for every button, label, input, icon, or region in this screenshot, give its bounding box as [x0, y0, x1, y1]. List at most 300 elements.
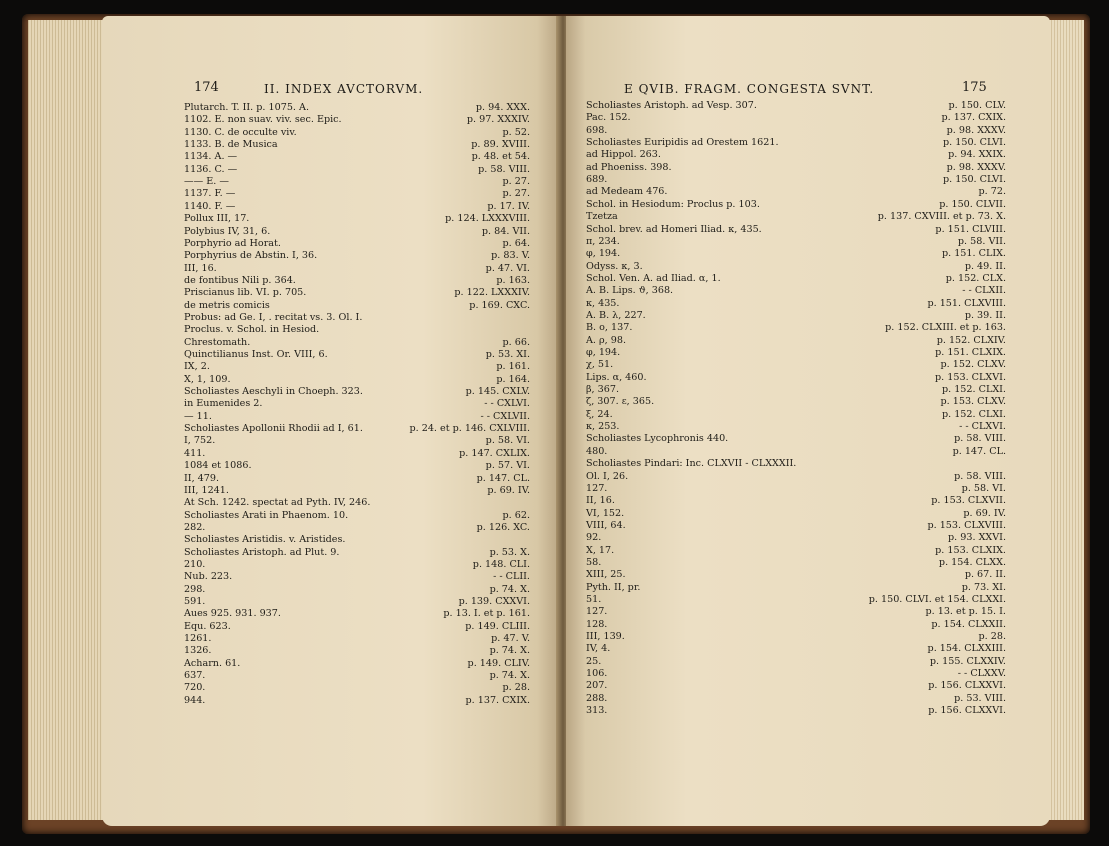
page-number: 175	[962, 80, 987, 95]
entry-source: Acharn. 61.	[184, 657, 241, 669]
entry-source: Pyth. II, pr.	[586, 581, 641, 593]
entry-reference: p. 58. VIII.	[954, 433, 1006, 445]
entry-reference: p. 58. VIII.	[478, 163, 530, 175]
entry-reference: p. 154. CLXXII.	[931, 618, 1006, 630]
entry-reference: p. 147. CXLIX.	[459, 447, 530, 459]
index-entry	[184, 596, 530, 607]
index-entry	[586, 347, 1006, 358]
index-entry	[184, 386, 530, 397]
entry-reference: p. 122. LXXXIV.	[454, 287, 530, 299]
entry-reference: p. 27.	[502, 176, 530, 188]
entry-source: 1130. C. de occulte viv.	[184, 126, 297, 138]
index-entry	[586, 520, 1006, 531]
index-entry	[586, 125, 1006, 136]
entry-source: II, 479.	[184, 472, 220, 484]
entry-source: 313.	[586, 705, 608, 717]
entry-reference: p. 62.	[502, 509, 530, 521]
entry-source: ad Hippol. 263.	[586, 149, 661, 161]
entry-reference: p. 161.	[496, 361, 530, 373]
entry-reference: p. 150. CLVII.	[939, 198, 1006, 210]
entry-reference: p. 47. V.	[491, 633, 530, 645]
entry-source: Schol. Ven. A. ad Iliad. α, 1.	[586, 272, 721, 284]
index-entry	[184, 435, 530, 446]
entry-source: X, 17.	[586, 544, 615, 556]
entry-reference: p. 151. CLXVIII.	[927, 297, 1006, 309]
entry-reference: p. 28.	[502, 682, 530, 694]
entry-reference: p. 52.	[502, 126, 530, 138]
index-entry	[586, 606, 1006, 617]
index-entry	[184, 398, 530, 409]
entry-reference: p. 151. CLXIX.	[935, 347, 1006, 358]
entry-source: ζ, 307. ε, 365.	[586, 396, 655, 408]
entry-reference: p. 137. CXVIII. et p. 73. X.	[877, 211, 1006, 223]
entry-source: 1102. E. non suav. viv. sec. Epic.	[184, 114, 342, 126]
entry-source: 282.	[184, 521, 206, 533]
entry-reference: p. 149. CLIII.	[465, 620, 530, 632]
index-entry	[184, 226, 530, 237]
entry-reference: p. 28.	[978, 631, 1006, 643]
entry-source: 128.	[586, 618, 608, 630]
index-entry	[184, 300, 530, 311]
index-entry	[586, 322, 1006, 333]
right-page-edges	[1048, 20, 1084, 820]
left-page-edges	[28, 20, 104, 820]
entry-reference: p. 58. VIII.	[954, 470, 1006, 482]
entry-source: Scholiastes Aristidis. v. Aristides.	[184, 534, 346, 546]
index-entry	[586, 409, 1006, 420]
entry-reference: p. 67. II.	[964, 569, 1006, 581]
entry-source: 210.	[184, 558, 206, 570]
index-entry	[586, 112, 1006, 123]
entry-reference: p. 48. et 54.	[471, 151, 530, 163]
index-entry	[586, 508, 1006, 519]
entry-source: β, 367.	[586, 384, 620, 396]
entry-reference: p. 150. CLVI. et 154. CLXXI.	[868, 594, 1006, 605]
entry-source: 1134. A. —	[184, 151, 238, 163]
entry-source: 698.	[586, 124, 608, 136]
entry-reference: p. 93. XXVI.	[948, 532, 1006, 544]
entry-source: IX, 2.	[184, 361, 210, 373]
index-entry	[184, 164, 530, 175]
index-entry	[184, 473, 530, 484]
entry-reference: p. 148. CLI.	[472, 558, 530, 570]
entry-reference: p. 147. CL.	[952, 445, 1006, 457]
entry-reference: p. 156. CLXXVI.	[928, 705, 1006, 717]
entry-source: Scholiastes Aristoph. ad Vesp. 307.	[586, 100, 757, 111]
entry-source: 25.	[586, 655, 602, 667]
index-entry	[586, 471, 1006, 482]
index-entry	[184, 411, 530, 422]
index-entry	[184, 176, 530, 187]
entry-source: Lips. α, 460.	[586, 371, 647, 383]
entry-source: 637.	[184, 670, 206, 682]
entry-reference: p. 152. CLXV.	[940, 359, 1006, 371]
entry-reference: p. 153. CLXVI.	[935, 371, 1006, 383]
entry-reference: p. 73. XI.	[961, 581, 1006, 593]
entry-reference: p. 153. CLXVII.	[931, 495, 1006, 507]
entry-source: 1136. C. —	[184, 163, 238, 175]
entry-source: A. B. Lips. ϑ, 368.	[586, 285, 674, 297]
index-entry	[586, 433, 1006, 444]
entry-reference: p. 126. XC.	[476, 521, 530, 533]
index-entry	[586, 569, 1006, 580]
index-entry	[586, 162, 1006, 173]
entry-reference: p. 89. XVIII.	[471, 139, 530, 151]
page-number: 174	[194, 80, 219, 95]
entry-reference: - - CXLVII.	[480, 410, 530, 422]
index-entry	[586, 594, 1006, 605]
index-entry	[184, 337, 530, 348]
entry-reference: p. 13. I. et p. 161.	[443, 608, 530, 620]
entry-reference: p. 58. VI.	[485, 435, 530, 447]
index-entry	[184, 349, 530, 360]
index-entry	[586, 421, 1006, 432]
index-entry	[184, 250, 530, 261]
entry-reference: - - CLXII.	[962, 285, 1006, 297]
index-entry	[184, 238, 530, 249]
index-entry	[184, 584, 530, 595]
index-entry	[586, 186, 1006, 197]
index-entry	[184, 658, 530, 669]
index-entry	[586, 224, 1006, 235]
index-entry	[586, 285, 1006, 296]
entry-reference: p. 150. CLVI.	[943, 137, 1006, 149]
index-entry	[586, 396, 1006, 407]
entry-source: Scholiastes Pindari: Inc. CLXVII - CLXXXII.	[586, 458, 797, 470]
left-page	[102, 16, 560, 826]
index-entry	[184, 522, 530, 533]
index-entry	[184, 559, 530, 570]
index-entry	[184, 361, 530, 372]
index-entry	[586, 705, 1006, 716]
index-entry	[586, 149, 1006, 160]
entry-source: 92.	[586, 532, 602, 544]
entry-reference: p. 98. XXXV.	[946, 161, 1006, 173]
index-entry	[184, 645, 530, 656]
entry-source: — 11.	[184, 410, 212, 422]
index-entry	[586, 211, 1006, 222]
index-entry	[184, 201, 530, 212]
index-entry	[586, 372, 1006, 383]
index-entry	[586, 261, 1006, 272]
entry-source: III, 16.	[184, 262, 217, 274]
index-entry	[184, 287, 530, 298]
index-entry	[184, 534, 530, 545]
entry-reference: p. 53. X.	[489, 546, 530, 558]
entry-reference: p. 153. CLXV.	[940, 396, 1006, 408]
entry-source: VI, 152.	[586, 507, 625, 519]
entry-reference: p. 150. CLV.	[948, 100, 1006, 111]
entry-source: Ol. I, 26.	[586, 470, 629, 482]
entry-source: Aues 925. 931. 937.	[184, 608, 281, 620]
entry-source: 1084 et 1086.	[184, 460, 252, 472]
entry-reference: p. 155. CLXXIV.	[929, 655, 1006, 667]
entry-reference: p. 152. CLXIII. et p. 163.	[885, 322, 1006, 334]
entry-reference: p. 27.	[502, 188, 530, 200]
index-entry	[184, 312, 530, 323]
entry-source: IV, 4.	[586, 643, 611, 655]
entry-reference: p. 64.	[502, 237, 530, 249]
index-entry	[586, 557, 1006, 568]
entry-source: φ, 194.	[586, 248, 621, 260]
entry-reference: p. 69. IV.	[963, 507, 1006, 519]
index-entry	[586, 532, 1006, 543]
index-entry	[184, 460, 530, 471]
entry-reference: p. 163.	[496, 274, 530, 286]
entry-source: π, 234.	[586, 235, 620, 247]
index-entry	[586, 100, 1006, 111]
entry-source: χ, 51.	[586, 359, 614, 371]
index-entry	[586, 619, 1006, 630]
entry-source: Scholiastes Aeschyli in Choeph. 323.	[184, 386, 363, 398]
index-entry	[184, 374, 530, 385]
entry-reference: p. 74. X.	[489, 583, 530, 595]
entry-source: VIII, 64.	[586, 519, 626, 531]
index-entry	[184, 213, 530, 224]
entry-reference: p. 58. VI.	[961, 482, 1006, 494]
entry-source: 288.	[586, 692, 608, 704]
index-entry	[184, 571, 530, 582]
entry-reference: p. 137. CXIX.	[941, 112, 1006, 124]
index-entry	[184, 275, 530, 286]
entry-reference: p. 145. CXLV.	[465, 386, 530, 398]
index-entry	[184, 510, 530, 521]
index-entry	[184, 485, 530, 496]
entry-reference: p. 74. X.	[489, 645, 530, 657]
index-entry	[586, 199, 1006, 210]
entry-source: Quinctilianus Inst. Or. VIII, 6.	[184, 349, 328, 360]
entry-source: Polybius IV, 31, 6.	[184, 225, 271, 237]
index-entry	[586, 298, 1006, 309]
entry-source: —— E. —	[184, 176, 229, 188]
index-entry	[586, 384, 1006, 395]
entry-source: de fontibus Nili p. 364.	[184, 274, 296, 286]
index-entry	[184, 324, 530, 335]
entry-source: 298.	[184, 583, 206, 595]
entry-reference: p. 152. CLXI.	[941, 384, 1006, 396]
entry-source: Schol. in Hesiodum: Proclus p. 103.	[586, 198, 760, 210]
entry-reference: p. 151. CLVIII.	[935, 223, 1006, 235]
entry-reference: p. 53. XI.	[485, 349, 530, 360]
index-entry	[184, 188, 530, 199]
index-entry	[184, 114, 530, 125]
entry-source: 480.	[586, 445, 608, 457]
entry-source: Porphyrio ad Horat.	[184, 237, 281, 249]
entry-reference: p. 94. XXX.	[475, 102, 530, 113]
entry-source: A. ρ, 98.	[586, 334, 627, 346]
index-entry	[586, 656, 1006, 667]
entry-source: Schol. brev. ad Homeri Iliad. κ, 435.	[586, 223, 762, 235]
entry-source: Scholiastes Lycophronis 440.	[586, 433, 729, 445]
index-entry	[586, 495, 1006, 506]
index-entry	[184, 448, 530, 459]
entry-reference: p. 39. II.	[964, 309, 1006, 321]
index-entry	[586, 545, 1006, 556]
entry-source: A. B. λ, 227.	[586, 309, 646, 321]
index-entry	[586, 174, 1006, 185]
entry-source: de metris comicis	[184, 299, 270, 311]
entry-source: 1261.	[184, 633, 212, 645]
entry-source: Probus: ad Ge. I, . recitat vs. 3. Ol. I.	[184, 311, 363, 323]
entry-source: 127.	[586, 606, 608, 618]
entry-reference: - - CLII.	[493, 571, 530, 583]
entry-reference: p. 83. V.	[491, 250, 530, 262]
entry-reference: p. 152. CLXIV.	[936, 334, 1006, 346]
entry-source: in Eumenides 2.	[184, 398, 263, 410]
index-entry	[184, 263, 530, 274]
entry-source: 944.	[184, 694, 206, 706]
entry-source: 58.	[586, 556, 602, 568]
entry-reference: p. 47. VI.	[485, 262, 530, 274]
index-entry	[184, 633, 530, 644]
entry-reference: p. 156. CLXXVI.	[928, 680, 1006, 692]
entry-reference: p. 74. X.	[489, 670, 530, 682]
index-entry	[586, 359, 1006, 370]
entry-reference: p. 124. LXXXVIII.	[445, 213, 530, 225]
entry-source: 1133. B. de Musica	[184, 139, 278, 151]
entry-source: I, 752.	[184, 435, 216, 447]
index-entry	[586, 693, 1006, 704]
index-entry	[586, 631, 1006, 642]
entry-source: Pac. 152.	[586, 112, 631, 124]
entry-source: 1137. F. —	[184, 188, 236, 200]
entry-reference: p. 150. CLVI.	[943, 174, 1006, 186]
entry-source: 411.	[184, 447, 206, 459]
index-entry	[184, 682, 530, 693]
entry-source: ad Phoeniss. 398.	[586, 161, 672, 173]
entry-source: Scholiastes Euripidis ad Orestem 1621.	[586, 137, 779, 149]
entry-reference: p. 153. CLXVIII.	[927, 519, 1006, 531]
entry-reference: - - CXLVI.	[484, 398, 530, 410]
entry-reference: p. 66.	[502, 336, 530, 348]
index-entry	[184, 695, 530, 706]
entry-reference: p. 147. CL.	[476, 472, 530, 484]
right-page	[566, 16, 1050, 826]
entry-source: Odyss. κ, 3.	[586, 260, 643, 272]
index-entry	[586, 680, 1006, 691]
entry-source: 106.	[586, 668, 608, 680]
entry-source: Proclus. v. Schol. in Hesiod.	[184, 324, 320, 336]
entry-source: At Sch. 1242. spectat ad Pyth. IV, 246.	[184, 497, 371, 509]
entry-reference: p. 164.	[496, 373, 530, 385]
entry-reference: p. 17. IV.	[487, 200, 530, 212]
entry-reference: p. 24. et p. 146. CXLVIII.	[409, 423, 530, 435]
index-entry	[586, 668, 1006, 679]
entry-source: 720.	[184, 682, 206, 694]
entry-source: X, 1, 109.	[184, 373, 231, 385]
index-entry	[586, 335, 1006, 346]
index-entry	[586, 310, 1006, 321]
index-entry	[586, 483, 1006, 494]
entry-reference: p. 84. VII.	[481, 225, 530, 237]
index-entry	[184, 670, 530, 681]
entry-reference: - - CLXVI.	[959, 421, 1006, 433]
entry-reference: p. 13. et p. 15. I.	[925, 606, 1006, 618]
entry-source: 1140. F. —	[184, 200, 236, 212]
entry-reference: p. 152. CLXI.	[941, 408, 1006, 420]
entry-source: Scholiastes Aristoph. ad Plut. 9.	[184, 546, 340, 558]
index-entry	[586, 643, 1006, 654]
entry-reference: p. 49. II.	[964, 260, 1006, 272]
entry-reference: p. 94. XXIX.	[948, 149, 1006, 161]
entry-reference: p. 137. CXIX.	[465, 694, 530, 706]
entry-reference: p. 169. CXC.	[469, 299, 530, 311]
entry-reference: p. 153. CLXIX.	[935, 544, 1006, 556]
entry-source: Scholiastes Apollonii Rhodii ad I, 61.	[184, 423, 363, 435]
entry-reference: p. 98. XXXV.	[946, 124, 1006, 136]
entry-source: ξ, 24.	[586, 408, 613, 420]
index-entry	[586, 248, 1006, 259]
index-entry	[586, 446, 1006, 457]
entry-source: Plutarch. T. II. p. 1075. A.	[184, 102, 310, 113]
entry-reference: p. 154. CLXX.	[938, 556, 1006, 568]
entry-reference: p. 53. VIII.	[954, 692, 1006, 704]
entry-source: Chrestomath.	[184, 336, 251, 348]
entry-source: Scholiastes Arati in Phaenom. 10.	[184, 509, 349, 521]
index-entry	[586, 137, 1006, 148]
entry-source: φ, 194.	[586, 347, 621, 358]
index-entry	[184, 423, 530, 434]
entry-source: Porphyrius de Abstin. I, 36.	[184, 250, 318, 262]
entry-reference: p. 69. IV.	[487, 484, 530, 496]
entry-source: 591.	[184, 596, 206, 607]
entry-reference: p. 152. CLX.	[945, 272, 1006, 284]
entry-source: 207.	[586, 680, 608, 692]
index-entry	[586, 273, 1006, 284]
entry-reference: p. 151. CLIX.	[941, 248, 1006, 260]
entry-source: Priscianus lib. VI. p. 705.	[184, 287, 307, 299]
entry-source: 51.	[586, 594, 602, 605]
entry-reference: p. 57. VI.	[485, 460, 530, 472]
entry-source: 1326.	[184, 645, 212, 657]
entry-source: κ, 253.	[586, 421, 620, 433]
index-entry	[184, 139, 530, 150]
entry-reference: p. 97. XXXIV.	[466, 114, 530, 126]
entry-source: II, 16.	[586, 495, 615, 507]
entry-source: κ, 435.	[586, 297, 620, 309]
index-entry	[184, 621, 530, 632]
entry-source: Equ. 623.	[184, 620, 231, 632]
entry-source: 689.	[586, 174, 608, 186]
index-entry	[586, 582, 1006, 593]
index-entry	[184, 608, 530, 619]
index-entry	[184, 151, 530, 162]
entry-source: III, 1241.	[184, 484, 229, 496]
entry-reference: p. 149. CLIV.	[467, 657, 530, 669]
entry-source: B. ο, 137.	[586, 322, 633, 334]
index-entry	[586, 236, 1006, 247]
entry-source: Tzetza	[586, 211, 618, 223]
entry-source: XIII, 25.	[586, 569, 626, 581]
entry-source: Pollux III, 17.	[184, 213, 250, 225]
entry-source: III, 139.	[586, 631, 625, 643]
entry-source: ad Medeam 476.	[586, 186, 668, 198]
entry-source: Nub. 223.	[184, 571, 233, 583]
index-entry	[184, 102, 530, 113]
index-entry	[184, 127, 530, 138]
running-header: E QVIB. FRAGM. CONGESTA SVNT.	[624, 82, 875, 96]
entry-reference: p. 154. CLXXIII.	[927, 643, 1006, 655]
running-header: II. INDEX AVCTORVM.	[264, 82, 424, 96]
index-entry	[586, 458, 1006, 469]
index-entry	[184, 497, 530, 508]
index-entry	[184, 547, 530, 558]
entry-reference: p. 139. CXXVI.	[458, 596, 530, 607]
entry-reference: - - CLXXV.	[957, 668, 1006, 680]
entry-reference: p. 72.	[978, 186, 1006, 198]
entry-reference: p. 58. VII.	[957, 235, 1006, 247]
entry-source: 127.	[586, 482, 608, 494]
